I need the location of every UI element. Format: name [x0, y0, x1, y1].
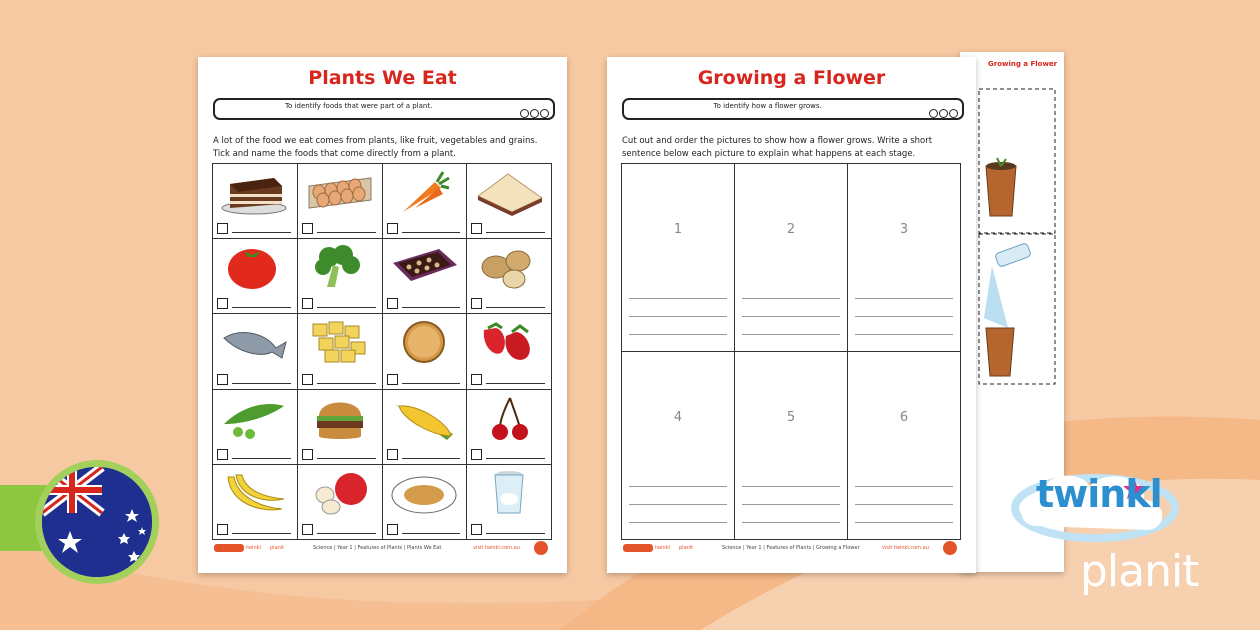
checkbox[interactable]	[302, 223, 313, 234]
food-cell-eggs	[298, 164, 383, 239]
food-cell-burger	[298, 390, 383, 465]
stage-box-4[interactable]	[622, 352, 735, 540]
answer-line[interactable]	[402, 383, 461, 384]
stage-box-3[interactable]	[848, 164, 961, 352]
objective-text: To identify how a flower grows.	[713, 102, 822, 110]
food-cell-apples	[298, 465, 383, 540]
twinkl-mini-logo-icon	[623, 544, 653, 552]
food-cell-sandwich	[467, 164, 552, 239]
stage-grid	[621, 163, 961, 540]
writing-line	[742, 334, 840, 335]
intro-line-1: A lot of the food we eat comes from plants, like fruit, vegetables and grains.	[213, 136, 538, 146]
progress-circles-icon	[928, 103, 958, 122]
eggs-icon	[305, 168, 375, 216]
answer-line[interactable]	[486, 383, 545, 384]
strawberries-icon	[474, 318, 544, 366]
intro-line-2: Tick and name the foods that come directly from a plant.	[213, 149, 456, 159]
intro-line-1: Cut out and order the pictures to show how a flower grows. Write a short	[622, 136, 933, 146]
food-cell-broccoli	[298, 239, 383, 314]
writing-line	[629, 522, 727, 523]
sheet-title: Growing a Flower	[697, 67, 886, 89]
answer-line[interactable]	[402, 232, 461, 233]
food-cell-peas	[213, 390, 298, 465]
answer-line[interactable]	[232, 307, 291, 308]
corn-icon	[389, 394, 459, 442]
objective-bar	[622, 98, 964, 120]
twinkl-badge-icon	[943, 541, 957, 555]
stage-number: 3	[899, 222, 909, 237]
checkbox[interactable]	[217, 449, 228, 460]
checkbox[interactable]	[387, 223, 398, 234]
broccoli-icon	[305, 243, 375, 291]
checkbox[interactable]	[471, 298, 482, 309]
answer-line[interactable]	[232, 458, 291, 459]
food-cell-yoghurt	[467, 465, 552, 540]
writing-line	[855, 334, 953, 335]
writing-line	[855, 522, 953, 523]
answer-line[interactable]	[402, 307, 461, 308]
burger-icon	[305, 394, 375, 442]
cake-icon	[220, 168, 290, 216]
checkbox[interactable]	[387, 298, 398, 309]
answer-line[interactable]	[486, 307, 545, 308]
checkbox[interactable]	[302, 524, 313, 535]
twinkl-badge-icon	[534, 541, 548, 555]
checkbox[interactable]	[217, 374, 228, 385]
checkbox[interactable]	[387, 449, 398, 460]
sheet-title: Plants We Eat	[308, 67, 457, 89]
checkbox[interactable]	[471, 223, 482, 234]
answer-line[interactable]	[486, 533, 545, 534]
answer-line[interactable]	[317, 533, 376, 534]
writing-line	[629, 334, 727, 335]
answer-line[interactable]	[402, 533, 461, 534]
answer-line[interactable]	[232, 383, 291, 384]
footer-logo-text: twinkl	[246, 545, 261, 551]
stage-number: 1	[673, 222, 683, 237]
writing-line	[629, 298, 727, 299]
worksheet-plants-we-eat	[198, 57, 567, 573]
food-cell-chicken	[383, 465, 468, 540]
checkbox[interactable]	[217, 524, 228, 535]
stage-number: 4	[673, 410, 683, 425]
carrots-icon	[389, 168, 459, 216]
intro-line-2: sentence below each picture to explain what happens at each stage.	[622, 149, 916, 159]
footer-url: visit twinkl.com.au	[882, 545, 929, 551]
writing-line	[742, 522, 840, 523]
answer-line[interactable]	[486, 458, 545, 459]
yoghurt-icon	[474, 469, 544, 517]
food-grid	[212, 163, 552, 540]
checkbox[interactable]	[217, 298, 228, 309]
footer-logo-text: twinkl	[655, 545, 670, 551]
writing-line	[855, 486, 953, 487]
stage-box-5[interactable]	[735, 352, 848, 540]
apples-icon	[305, 469, 375, 517]
footer-planit-text: planit	[679, 545, 694, 551]
potatoes-icon	[474, 243, 544, 291]
back-sheet-title: Growing a Flower	[988, 60, 1058, 68]
writing-line	[742, 486, 840, 487]
flag-graphic	[42, 467, 152, 577]
answer-line[interactable]	[232, 232, 291, 233]
answer-line[interactable]	[317, 383, 376, 384]
writing-line	[855, 504, 953, 505]
checkbox[interactable]	[217, 223, 228, 234]
answer-line[interactable]	[317, 232, 376, 233]
sandwich-icon	[474, 168, 544, 216]
chocolates-icon	[389, 243, 459, 291]
planit-logo-text: planit	[1080, 546, 1199, 597]
stage-number: 6	[899, 410, 909, 425]
checkbox[interactable]	[471, 524, 482, 535]
answer-line[interactable]	[486, 232, 545, 233]
tomato-icon	[220, 243, 290, 291]
food-cell-carrots	[383, 164, 468, 239]
answer-line[interactable]	[402, 458, 461, 459]
food-cell-chocolates	[383, 239, 468, 314]
footer-breadcrumb: Science | Year 1 | Features of Plants | Plants We Eat	[313, 545, 442, 551]
twinkl-mini-logo-icon	[214, 544, 244, 552]
writing-line	[742, 316, 840, 317]
footer-breadcrumb: Science | Year 1 | Features of Plants | Growing a Flower	[722, 545, 860, 551]
australian-flag-icon	[35, 460, 159, 584]
food-cell-tomato	[213, 239, 298, 314]
intro-text	[622, 135, 967, 161]
food-cell-pie	[383, 314, 468, 389]
food-cell-bananas	[213, 465, 298, 540]
writing-line	[742, 504, 840, 505]
cut-out-pictures	[978, 88, 1058, 388]
food-cell-cherries	[467, 390, 552, 465]
checkbox[interactable]	[302, 374, 313, 385]
writing-line	[855, 298, 953, 299]
worksheet-growing-a-flower	[607, 57, 976, 573]
chicken-icon	[389, 469, 459, 517]
writing-line	[629, 486, 727, 487]
objective-text: To identify foods that were part of a plant.	[284, 102, 433, 110]
twinkl-logo-text: twinkl	[1036, 472, 1162, 516]
stage-box-6[interactable]	[848, 352, 961, 540]
food-cell-potatoes	[467, 239, 552, 314]
cherries-icon	[474, 394, 544, 442]
stage-number: 5	[786, 410, 796, 425]
fish-icon	[220, 318, 290, 366]
checkbox[interactable]	[302, 298, 313, 309]
checkbox[interactable]	[302, 449, 313, 460]
intro-text	[213, 135, 558, 161]
writing-line	[629, 316, 727, 317]
food-cell-cheese	[298, 314, 383, 389]
writing-line	[629, 504, 727, 505]
stage-number: 2	[786, 222, 796, 237]
writing-line	[855, 316, 953, 317]
food-cell-corn	[383, 390, 468, 465]
footer-url: visit twinkl.com.au	[473, 545, 520, 551]
writing-line	[742, 298, 840, 299]
answer-line[interactable]	[317, 307, 376, 308]
answer-line[interactable]	[317, 458, 376, 459]
food-cell-strawberries	[467, 314, 552, 389]
food-cell-cake	[213, 164, 298, 239]
footer-planit-text: planit	[270, 545, 285, 551]
bananas-icon	[220, 469, 290, 517]
stage-box-2[interactable]	[735, 164, 848, 352]
cheese-icon	[305, 318, 375, 366]
checkbox[interactable]	[387, 524, 398, 535]
stage-box-1[interactable]	[622, 164, 735, 352]
objective-bar	[213, 98, 555, 120]
checkbox[interactable]	[471, 374, 482, 385]
progress-circles-icon	[519, 103, 549, 122]
food-cell-fish	[213, 314, 298, 389]
pie-icon	[389, 318, 459, 366]
checkbox[interactable]	[471, 449, 482, 460]
peas-icon	[220, 394, 290, 442]
checkbox[interactable]	[387, 374, 398, 385]
answer-line[interactable]	[232, 533, 291, 534]
